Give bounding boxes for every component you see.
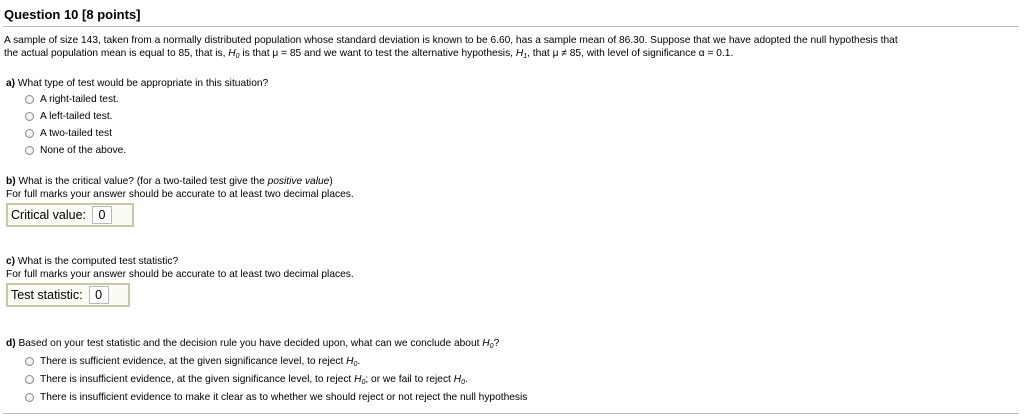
statement-line-2: [4, 47, 1016, 60]
part-a-option-3[interactable]: [25, 126, 112, 140]
option-label: A left-tailed test.: [40, 110, 113, 122]
problem-statement: [4, 34, 1016, 60]
h1-symbol: $H_1$: [515, 48, 528, 60]
part-c-accuracy-note: For full marks your answer should be accurate to at least two decimal places.: [6, 269, 354, 280]
radio-button[interactable]: [25, 393, 34, 402]
option-label: There is sufficient evidence, at the given significance level, to reject $H_0$.: [40, 355, 361, 368]
radio-button[interactable]: [25, 375, 34, 384]
part-d-tag: d): [6, 338, 16, 349]
option-label: A right-tailed test.: [40, 93, 119, 105]
part-a-question: a) What type of test would be appropriate in this situation?: [6, 78, 269, 89]
statement-line-1: A sample of size 143, taken from a normally distributed population whose standard deviation is known to be 6.60, has a sample mean of 86.30. Suppose that we have adopted the null hypothesis that: [4, 35, 898, 46]
part-a-tag: a): [6, 78, 16, 89]
part-d-question: d) Based on your test statistic and the decision rule you have decided upon, what can we conclude about $H_0$?: [6, 338, 500, 350]
radio-button[interactable]: [25, 146, 34, 155]
radio-button[interactable]: [25, 129, 34, 138]
title-divider: [3, 26, 1019, 27]
h0-symbol: $H_0$: [228, 48, 240, 60]
radio-button[interactable]: [25, 95, 34, 104]
h0-symbol: $H_0$: [354, 373, 366, 386]
radio-button[interactable]: [25, 357, 34, 366]
part-c-tag: c): [6, 256, 16, 267]
critical-value-label: Critical value:: [11, 208, 87, 222]
bottom-divider: [3, 413, 1019, 414]
option-label: There is insufficient evidence to make it clear as to whether we should reject or not reject the null hypothesis: [40, 391, 528, 403]
part-a-option-2[interactable]: [25, 109, 112, 123]
part-d-option-1[interactable]: [25, 354, 360, 368]
part-a-option-4[interactable]: [25, 143, 126, 157]
part-d-option-2[interactable]: [25, 372, 468, 386]
option-label: None of the above.: [40, 144, 127, 156]
part-b-tag: b): [6, 176, 16, 187]
statement-text: the actual population mean is equal to 85, that is,: [4, 48, 229, 59]
part-c-question: c) What is the computed test statistic?: [6, 256, 179, 267]
radio-button[interactable]: [25, 112, 34, 121]
option-label: There is insufficient evidence, at the given significance level, to reject $H_0$; or we fail to reject $H_0$.: [40, 373, 468, 386]
question-title: Question 10 [8 points]: [4, 7, 141, 22]
part-a-option-1[interactable]: [25, 92, 119, 106]
statement-text: is that μ = 85 and we want to test the alternative hypothesis,: [239, 48, 516, 59]
h0-symbol: $H_0$: [346, 355, 358, 368]
test-statistic-label: Test statistic:: [11, 288, 83, 302]
test-statistic-box: [6, 283, 130, 307]
h0-symbol: $H_0$: [482, 338, 494, 350]
h0-symbol: $H_0$: [453, 373, 465, 386]
option-label: A two-tailed test: [40, 127, 112, 139]
part-b-accuracy-note: For full marks your answer should be accurate to at least two decimal places.: [6, 189, 354, 200]
critical-value-box: [6, 203, 134, 227]
question-panel: [3, 0, 1019, 416]
test-statistic-input[interactable]: 0: [89, 286, 109, 304]
statement-text: , that μ ≠ 85, with level of significance α = 0.1.: [527, 48, 734, 59]
critical-value-input[interactable]: 0: [92, 206, 112, 224]
part-d-option-3[interactable]: [25, 390, 527, 404]
part-b-question: b) What is the critical value? (for a two-tailed test give the positive value): [6, 176, 333, 187]
